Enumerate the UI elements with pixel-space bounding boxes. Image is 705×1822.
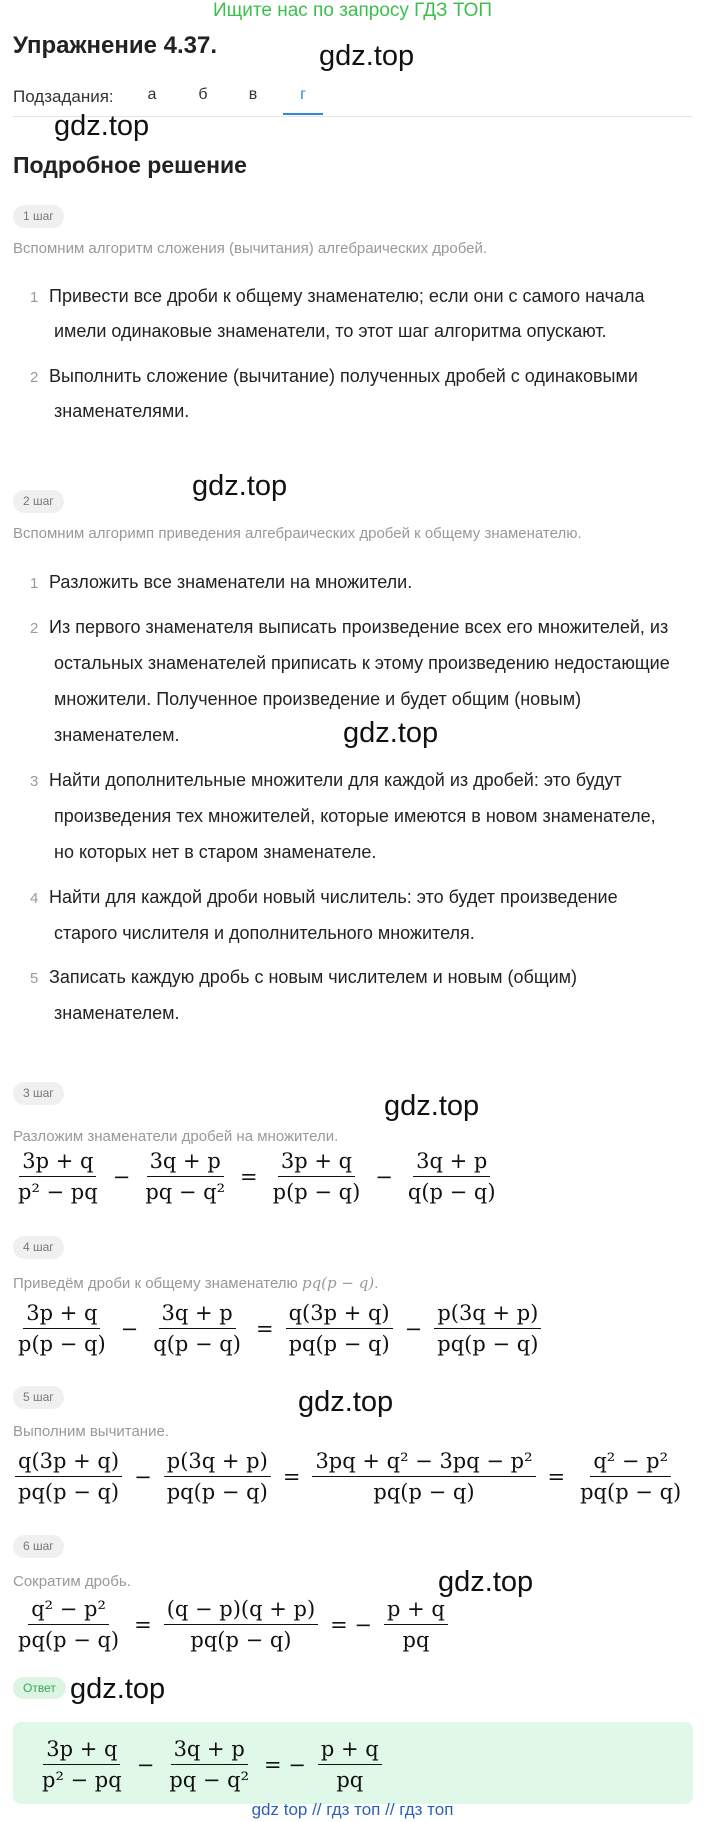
list-number: 2 [30,620,39,637]
numerator: 3q + p [159,1300,236,1329]
numerator: 3p + q [278,1148,355,1177]
list-number: 1 [30,575,39,592]
watermark: gdz.top [54,110,150,142]
answer-expression [33,1736,388,1793]
list-number: 5 [30,970,39,987]
numerator: 3q + p [147,1148,224,1177]
list-item-text: Из первого знаменателя выписать произведение всех его множителей, из [49,617,669,637]
numerator: q(3p + q) [286,1300,393,1329]
numerator: 3q + p [413,1148,490,1177]
step-intro: Вспомним алгоритм сложения (вычитания) алгебраических дробей. [13,240,488,257]
list-item-text: Найти для каждой дроби новый числитель: это будет произведение [49,887,618,907]
math-expression [9,1448,690,1505]
fraction [434,1300,541,1357]
footer-links[interactable]: gdz top // гдз топ // гдз топ [251,1800,454,1819]
numerator: 3p + q [19,1148,96,1177]
operator: = [547,1464,566,1489]
math-expression [9,1148,505,1205]
math-expression [9,1300,547,1357]
list-number: 2 [30,369,39,386]
watermark: gdz.top [438,1566,534,1598]
step-intro-text: Приведём дроби к общему знаменателю [13,1275,298,1292]
step-badge: 1 шаг [13,205,64,228]
fraction [318,1736,382,1793]
fraction [312,1448,535,1505]
numerator: 3pq + q² − 3pq − p² [312,1448,535,1477]
operator: = − [330,1612,373,1637]
watermark: gdz.top [343,717,439,749]
list-item-text: имели одинаковые знаменатели, то этот шаг алгоритма опускают. [54,321,607,341]
fraction [577,1448,684,1505]
denominator: p(p − q) [272,1180,361,1204]
step-intro: Вспомним алгоримп приведения алгебраических дробей к общему знаменателю. [13,525,582,542]
list-item-text: знаменателями. [54,401,190,421]
watermark: gdz.top [319,40,415,72]
step-badge: 4 шаг [13,1236,64,1259]
list-item-text: знаменателем. [54,1003,180,1023]
fraction [286,1300,393,1357]
list-number: 3 [30,773,39,790]
list-number: 4 [30,890,39,907]
numerator: q(3p + q) [15,1448,122,1477]
numerator: p(3q + p) [434,1300,541,1329]
step-intro: Сократим дробь. [13,1573,131,1590]
watermark: gdz.top [298,1386,394,1418]
denominator: pq − q² [145,1180,226,1204]
operator: − [404,1316,423,1341]
list-item-text: старого числителя и дополнительного множителя. [54,923,475,943]
denominator: p(p − q) [18,1332,106,1356]
subtasks-label: Подзадания: [13,87,114,106]
answer-badge: Ответ [13,1677,66,1699]
step-badge: 6 шаг [13,1535,64,1558]
list-item-text: Привести все дроби к общему знаменателю; если они с самого начала [49,286,645,306]
fraction [15,1596,122,1653]
fraction [15,1148,101,1205]
denominator: pq(p − q) [288,1332,390,1356]
tab-g[interactable]: г [300,86,306,103]
numerator: 3q + p [171,1736,248,1765]
list-item-text: множители. Полученное произведение и будет общим (новым) [54,689,582,709]
numerator: 3p + q [43,1736,120,1765]
operator: = − [264,1752,306,1777]
list-item-text: Найти дополнительные множители для каждой из дробей: это будут [49,770,622,790]
step-badge: 5 шаг [13,1386,64,1409]
fraction [39,1736,125,1793]
fraction [384,1596,448,1653]
denominator: q(p − q) [153,1332,241,1356]
tab-a[interactable]: а [147,86,157,103]
operator: − [120,1316,139,1341]
fraction [164,1448,271,1505]
fraction [405,1148,499,1205]
fraction [142,1148,228,1205]
list-item-text: Разложить все знаменатели на множители. [49,572,413,592]
fraction [150,1300,244,1357]
watermark: gdz.top [70,1673,166,1705]
denominator: pq [336,1768,364,1792]
list-item-text: знаменателем. [54,725,180,745]
fraction [166,1736,252,1793]
operator: − [375,1164,393,1189]
fraction [270,1148,364,1205]
list-item-text: произведения тех множителей, которые имеются в новом знаменателе, [54,806,656,826]
step-intro-math: pq(p − q) [301,1274,375,1292]
fraction [15,1300,109,1357]
numerator: p + q [384,1596,448,1625]
denominator: pq [402,1628,430,1652]
denominator: pq(p − q) [437,1332,539,1356]
denominator: p² − pq [18,1180,98,1204]
list-item-text: но которых нет в старом знаменателе. [54,842,377,862]
denominator: q(p − q) [407,1180,496,1204]
step-intro-end: . [374,1275,379,1292]
operator: = [134,1612,152,1637]
operator: − [134,1464,152,1489]
operator: = [282,1464,301,1489]
numerator: q² − p² [590,1448,671,1477]
denominator: pq(p − q) [373,1480,475,1504]
denominator: p² − pq [42,1768,122,1792]
active-tab-indicator [283,113,323,115]
numerator: p + q [318,1736,382,1765]
fraction [15,1448,122,1505]
denominator: pq − q² [169,1768,250,1792]
denominator: pq(p − q) [18,1480,120,1504]
denominator: pq(p − q) [190,1628,292,1652]
search-banner: Ищите нас по запросу ГДЗ ТОП [212,0,493,21]
numerator: 3p + q [23,1300,100,1329]
step-badge: 3 шаг [13,1082,64,1105]
step-badge: 2 шаг [13,490,64,513]
step-intro: Разложим знаменатели дробей на множители. [13,1128,339,1145]
list-number: 1 [30,289,39,306]
watermark: gdz.top [384,1090,480,1122]
section-title: Подробное решение [13,152,247,178]
denominator: pq(p − q) [580,1480,682,1504]
watermark: gdz.top [192,470,288,502]
operator: = [240,1164,258,1189]
numerator: (q − p)(q + p) [164,1596,318,1625]
operator: = [255,1316,274,1341]
denominator: pq(p − q) [18,1628,120,1652]
numerator: q² − p² [28,1596,109,1625]
list-item-text: Записать каждую дробь с новым числителем и новым (общим) [49,967,578,987]
operator: − [112,1164,131,1189]
denominator: pq(p − q) [166,1480,268,1504]
list-item-text: Выполнить сложение (вычитание) полученных дробей с одинаковыми [49,366,638,386]
tab-b[interactable]: б [198,86,208,103]
page-title: Упражнение 4.37. [13,32,218,59]
numerator: p(3q + p) [164,1448,271,1477]
list-item-text: остальных знаменателей приписать к этому произведению недостающие [54,653,670,673]
operator: − [136,1752,155,1777]
step-intro [13,1274,378,1292]
math-expression [9,1596,454,1653]
step-intro: Выполним вычитание. [13,1423,169,1440]
fraction [164,1596,318,1653]
tab-v[interactable]: в [248,86,258,103]
